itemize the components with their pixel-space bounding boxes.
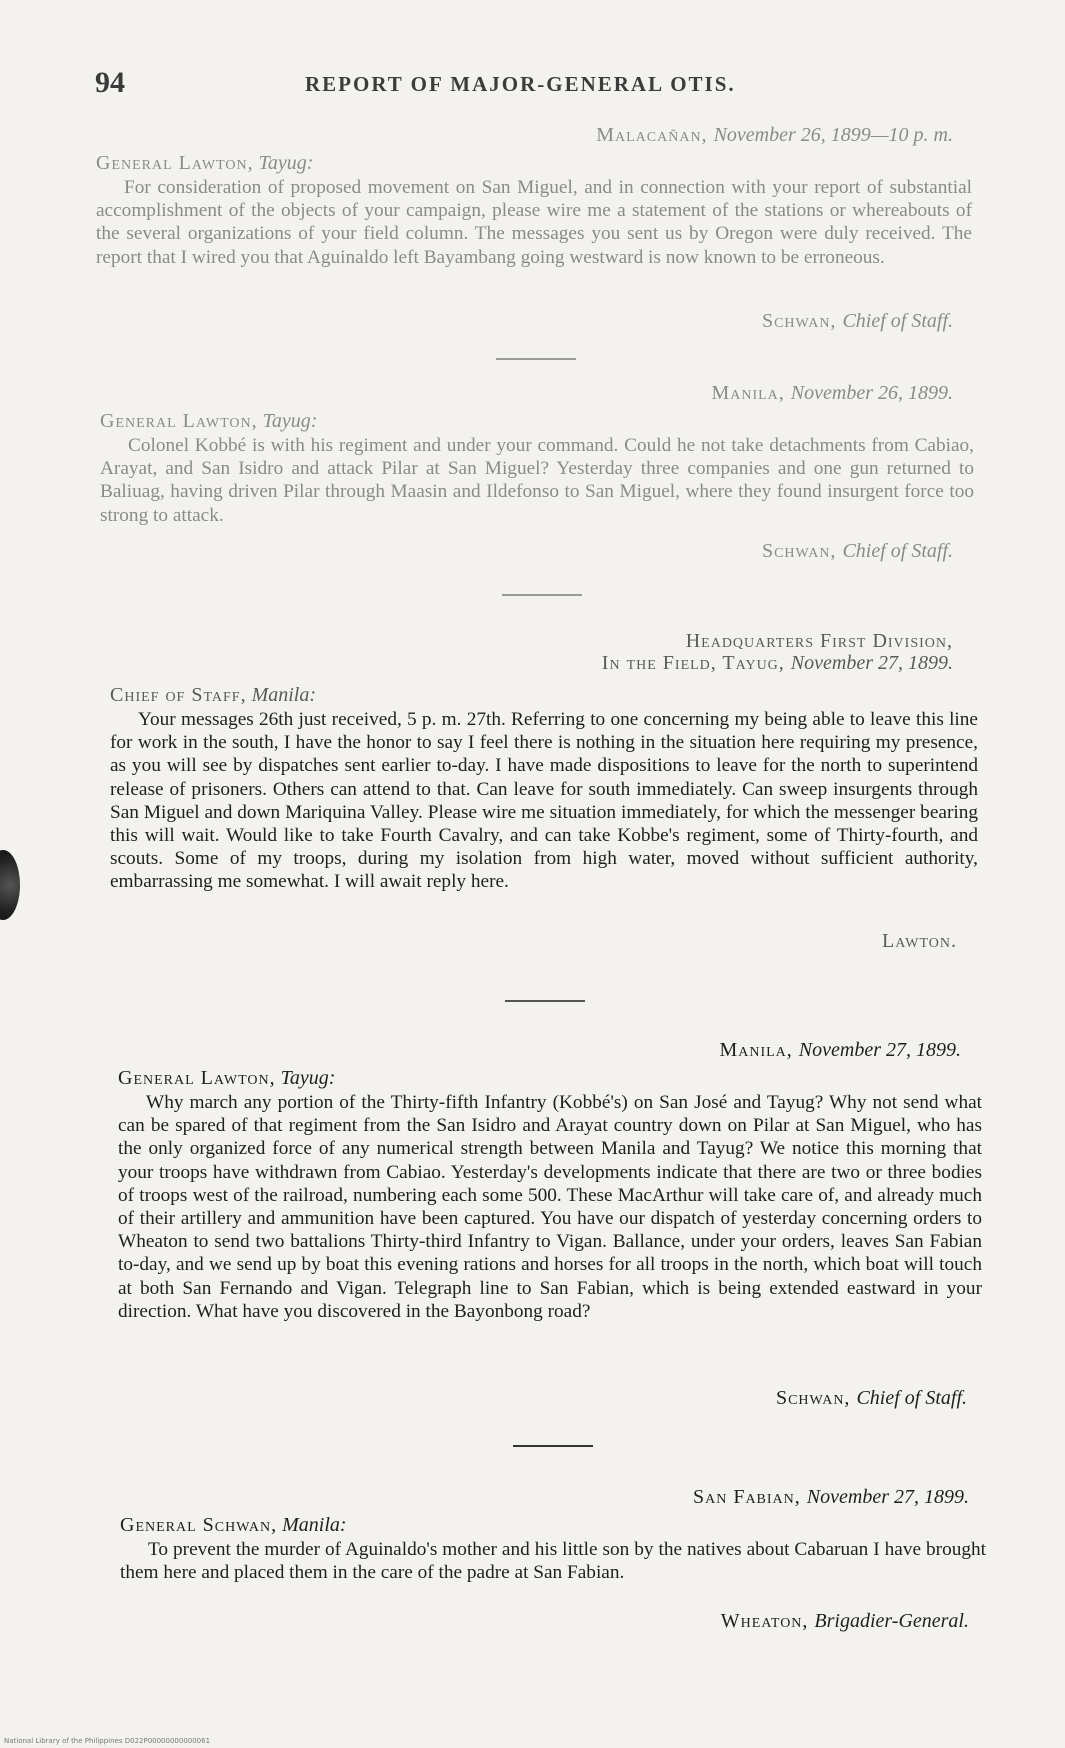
message-body: Your messages 26th just received, 5 p. m. 27th. Referring to one concerning my being able to leave this line for work in the south, I have the honor to say I feel there is nothing in the situation here requiring my presence, as you will see by dispatches sent earlier to-day. I have made dispositions to leave for the north to superintend release of prisoners. Others can attend to that. Can leave for south immediately. Can sweep insurgents through San Miguel and down Mariquina Valley. Please wire me situation immediately, for which the messenger bearing this will wait. Would like to take Fourth Cavalry, and can take Kobbe's regiment, some of Thirty-fourth, and scouts. Some of my troops, during my isolation from high water, moved without sufficient authority, embarrassing me somewhat. I will await reply here. xyxy=(110,709,978,893)
separator-rule xyxy=(502,594,582,596)
dateline: Malacañan, November 26, 1899—10 p. m. xyxy=(596,124,953,146)
addressee: General Schwan, Manila: xyxy=(120,1514,347,1536)
separator-rule xyxy=(513,1445,593,1447)
message-body: Colonel Kobbé is with his regiment and under your command. Could he not take detachments from Cabiao, Arayat, and San Isidro and attack Pilar at San Miguel? Yesterday three companies and one gun returned to Baliuag, having driven Pilar through Maasin and Ildefonso to San Miguel, where they found insurgent force too strong to attack. xyxy=(100,435,974,526)
signature: Lawton. xyxy=(882,930,957,952)
addressee: General Lawton, Tayug: xyxy=(100,410,318,432)
dateline: Headquarters First Division, In the Field, Tayug, November 27, 1899. xyxy=(601,630,953,674)
page-number: 94 xyxy=(95,66,125,99)
dateline: San Fabian, November 27, 1899. xyxy=(692,1486,969,1508)
signature: Schwan, Chief of Staff. xyxy=(761,310,953,332)
separator-rule xyxy=(505,1000,585,1002)
separator-rule xyxy=(496,358,576,360)
message-body: To prevent the murder of Aguinaldo's mother and his little son by the natives about Cabaruan I have brought them here and placed them in the care of the padre at San Fabian. xyxy=(120,1539,986,1584)
dateline: Manila, November 26, 1899. xyxy=(711,382,953,404)
scan-footer: National Library of the Philippines D022P00000000000061 xyxy=(4,1737,211,1745)
page-header xyxy=(95,66,975,106)
addressee: General Lawton, Tayug: xyxy=(96,152,314,174)
scan-shadow-mark xyxy=(0,850,20,920)
signature: Schwan, Chief of Staff. xyxy=(775,1387,967,1409)
signature: Wheaton, Brigadier-General. xyxy=(720,1610,969,1632)
dateline: Manila, November 27, 1899. xyxy=(719,1039,961,1061)
message-body: Why march any portion of the Thirty-fifth Infantry (Kobbé's) on San José and Tayug? Why not send what can be spared of that regiment from the San Isidro and Arayat country down on Pilar at San Miguel, who has the only organized force of any numerical strength between Manila and Tayug? We notice this morning that your troops have withdrawn from Cabiao. Yesterday's developments indicate that there are two or three bodies of troops west of the railroad, numbering each some 500. These MacArthur will take care of, and already much of their artillery and ammunition have been captured. You have our dispatch of yesterday concerning orders to Wheaton to send two battalions Thirty-third Infantry to Vigan. Ballance, under your orders, leaves San Fabian to-day, and we send up by boat this evening rations and horses for all troops in the north, which boat will touch at both San Fernando and Vigan. Telegraph line to San Fabian, which is being extended eastward in your direction. What have you discovered in the Bayonbong road? xyxy=(118,1092,982,1322)
message-body: For consideration of proposed movement on San Miguel, and in connection with your report of substantial accomplishment of the objects of your campaign, please wire me a statement of the stations or whereabouts of the several organizations of your field column. The messages you sent us by Oregon were duly received. The report that I wired you that Aguinaldo left Bayambang going westward is now known to be erroneous. xyxy=(96,177,972,268)
addressee: Chief of Staff, Manila: xyxy=(110,684,317,706)
running-title: REPORT OF MAJOR-GENERAL OTIS. xyxy=(305,72,736,96)
addressee: General Lawton, Tayug: xyxy=(118,1067,336,1089)
signature: Schwan, Chief of Staff. xyxy=(761,540,953,562)
